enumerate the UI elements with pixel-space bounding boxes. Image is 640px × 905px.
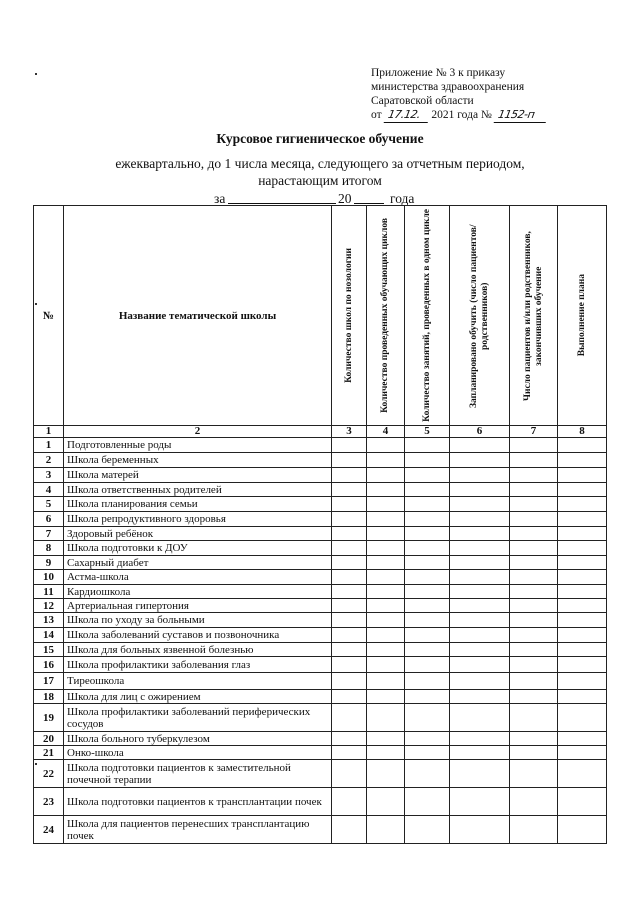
data-cell[interactable] bbox=[367, 732, 405, 746]
data-cell[interactable] bbox=[450, 657, 510, 673]
school-name: Подготовленные роды bbox=[64, 438, 332, 453]
data-cell[interactable] bbox=[510, 816, 558, 844]
data-cell[interactable] bbox=[367, 704, 405, 732]
data-cell[interactable] bbox=[510, 453, 558, 468]
data-cell[interactable] bbox=[332, 483, 367, 497]
data-cell[interactable] bbox=[558, 556, 607, 570]
handwritten-date: 17.12. bbox=[383, 108, 430, 123]
column-number-row bbox=[34, 426, 607, 438]
data-cell[interactable] bbox=[510, 438, 558, 453]
data-cell[interactable] bbox=[510, 690, 558, 704]
data-cell[interactable] bbox=[405, 732, 450, 746]
data-cell[interactable] bbox=[558, 788, 607, 816]
data-cell[interactable] bbox=[367, 512, 405, 527]
row-number: 22 bbox=[34, 760, 64, 788]
data-cell[interactable] bbox=[558, 497, 607, 512]
data-cell[interactable] bbox=[558, 468, 607, 483]
data-cell[interactable] bbox=[405, 527, 450, 541]
data-cell[interactable] bbox=[558, 657, 607, 673]
row-number: 17 bbox=[34, 673, 64, 690]
data-cell[interactable] bbox=[510, 468, 558, 483]
data-cell[interactable] bbox=[510, 788, 558, 816]
table-row bbox=[34, 438, 607, 453]
data-cell[interactable] bbox=[558, 732, 607, 746]
data-cell[interactable] bbox=[332, 704, 367, 732]
data-cell[interactable] bbox=[510, 483, 558, 497]
schools-table bbox=[33, 205, 607, 844]
data-cell[interactable] bbox=[332, 760, 367, 788]
data-cell[interactable] bbox=[367, 788, 405, 816]
data-cell[interactable] bbox=[558, 438, 607, 453]
data-cell[interactable] bbox=[332, 628, 367, 643]
row-number: 13 bbox=[34, 613, 64, 628]
period-blank bbox=[228, 191, 336, 204]
data-cell[interactable] bbox=[558, 704, 607, 732]
period-goda-label: года bbox=[390, 191, 415, 206]
data-cell[interactable] bbox=[332, 438, 367, 453]
table-row bbox=[34, 468, 607, 483]
school-name: Школа для больных язвенной болезнью bbox=[64, 643, 332, 657]
row-number: 10 bbox=[34, 570, 64, 585]
school-name: Артериальная гипертония bbox=[64, 599, 332, 613]
data-cell[interactable] bbox=[558, 746, 607, 760]
data-cell[interactable] bbox=[558, 483, 607, 497]
data-cell[interactable] bbox=[405, 599, 450, 613]
school-name: Школа заболеваний суставов и позвоночника bbox=[64, 628, 332, 643]
school-name: Кардиошкола bbox=[64, 585, 332, 599]
scan-speck bbox=[35, 73, 37, 75]
header-planned-trainees: Запланировано обучить (число пациентов/родственников) bbox=[450, 206, 510, 426]
row-number: 1 bbox=[34, 438, 64, 453]
school-name: Школа подготовки к ДОУ bbox=[64, 541, 332, 556]
data-cell[interactable] bbox=[558, 599, 607, 613]
data-cell[interactable] bbox=[510, 541, 558, 556]
data-cell[interactable] bbox=[405, 438, 450, 453]
data-cell[interactable] bbox=[332, 690, 367, 704]
data-cell[interactable] bbox=[450, 438, 510, 453]
row-number: 24 bbox=[34, 816, 64, 844]
data-cell[interactable] bbox=[332, 527, 367, 541]
table-row bbox=[34, 788, 607, 816]
row-number: 19 bbox=[34, 704, 64, 732]
period-za-label: за bbox=[214, 191, 226, 206]
data-cell[interactable] bbox=[367, 613, 405, 628]
row-number: 9 bbox=[34, 556, 64, 570]
row-number: 8 bbox=[34, 541, 64, 556]
data-cell[interactable] bbox=[332, 643, 367, 657]
data-cell[interactable] bbox=[367, 483, 405, 497]
data-cell[interactable] bbox=[510, 746, 558, 760]
table-row bbox=[34, 453, 607, 468]
data-cell[interactable] bbox=[405, 570, 450, 585]
school-name: Школа беременных bbox=[64, 453, 332, 468]
data-cell[interactable] bbox=[450, 556, 510, 570]
table-row bbox=[34, 512, 607, 527]
appendix-line: Приложение № 3 к приказу bbox=[371, 67, 506, 79]
from-label: от bbox=[371, 109, 382, 121]
data-cell[interactable] bbox=[367, 438, 405, 453]
data-cell[interactable] bbox=[450, 570, 510, 585]
data-cell[interactable] bbox=[450, 497, 510, 512]
data-cell[interactable] bbox=[558, 673, 607, 690]
table-row bbox=[34, 541, 607, 556]
column-number: 4 bbox=[367, 426, 405, 438]
data-cell[interactable] bbox=[367, 760, 405, 788]
school-name: Школа для лиц с ожирением bbox=[64, 690, 332, 704]
data-cell[interactable] bbox=[450, 732, 510, 746]
data-cell[interactable] bbox=[450, 760, 510, 788]
period-year-blank bbox=[354, 191, 384, 204]
school-name: Школа планирования семьи bbox=[64, 497, 332, 512]
row-number: 5 bbox=[34, 497, 64, 512]
data-cell[interactable] bbox=[332, 453, 367, 468]
data-cell[interactable] bbox=[558, 690, 607, 704]
data-cell[interactable] bbox=[510, 497, 558, 512]
data-cell[interactable] bbox=[332, 570, 367, 585]
school-name: Школа подготовки пациентов к заместительной почечной терапии bbox=[64, 760, 332, 788]
data-cell[interactable] bbox=[367, 599, 405, 613]
data-cell[interactable] bbox=[367, 468, 405, 483]
data-cell[interactable] bbox=[510, 570, 558, 585]
data-cell[interactable] bbox=[450, 788, 510, 816]
data-cell[interactable] bbox=[332, 788, 367, 816]
data-cell[interactable] bbox=[558, 570, 607, 585]
header-plan-fulfillment: Выполнение плана bbox=[558, 206, 607, 426]
year-label: 2021 года № bbox=[431, 109, 492, 121]
data-cell[interactable] bbox=[405, 453, 450, 468]
handwritten-number: 1152-п bbox=[493, 108, 548, 123]
data-cell[interactable] bbox=[332, 497, 367, 512]
table-row bbox=[34, 657, 607, 673]
data-cell[interactable] bbox=[405, 760, 450, 788]
data-cell[interactable] bbox=[367, 497, 405, 512]
data-cell[interactable] bbox=[332, 541, 367, 556]
column-number: 7 bbox=[510, 426, 558, 438]
data-cell[interactable] bbox=[450, 816, 510, 844]
row-number: 11 bbox=[34, 585, 64, 599]
column-number: 8 bbox=[558, 426, 607, 438]
table-row bbox=[34, 570, 607, 585]
data-cell[interactable] bbox=[558, 816, 607, 844]
row-number: 15 bbox=[34, 643, 64, 657]
data-cell[interactable] bbox=[450, 585, 510, 599]
data-cell[interactable] bbox=[510, 556, 558, 570]
school-name: Школа репродуктивного здоровья bbox=[64, 512, 332, 527]
data-cell[interactable] bbox=[558, 512, 607, 527]
data-cell[interactable] bbox=[367, 643, 405, 657]
data-cell[interactable] bbox=[450, 643, 510, 657]
column-number: 1 bbox=[34, 426, 64, 438]
data-cell[interactable] bbox=[405, 556, 450, 570]
data-cell[interactable] bbox=[558, 585, 607, 599]
data-cell[interactable] bbox=[450, 599, 510, 613]
document-title: Курсовое гигиеническое обучение bbox=[216, 131, 424, 146]
data-cell[interactable] bbox=[510, 760, 558, 788]
header-schools-count: Количество школ по нозологии bbox=[332, 206, 367, 426]
data-cell[interactable] bbox=[450, 746, 510, 760]
table-row bbox=[34, 585, 607, 599]
data-cell[interactable] bbox=[450, 541, 510, 556]
school-name: Школа для пациентов перенесших трансплантацию почек bbox=[64, 816, 332, 844]
table-row bbox=[34, 556, 607, 570]
row-number: 2 bbox=[34, 453, 64, 468]
table-row bbox=[34, 690, 607, 704]
school-name: Школа матерей bbox=[64, 468, 332, 483]
data-cell[interactable] bbox=[510, 657, 558, 673]
data-cell[interactable] bbox=[367, 746, 405, 760]
data-cell[interactable] bbox=[558, 628, 607, 643]
row-number: 23 bbox=[34, 788, 64, 816]
row-number: 21 bbox=[34, 746, 64, 760]
data-cell[interactable] bbox=[332, 657, 367, 673]
data-cell[interactable] bbox=[558, 643, 607, 657]
data-cell[interactable] bbox=[450, 628, 510, 643]
school-name: Школа по уходу за больными bbox=[64, 613, 332, 628]
data-cell[interactable] bbox=[405, 816, 450, 844]
data-cell[interactable] bbox=[558, 760, 607, 788]
data-cell[interactable] bbox=[332, 746, 367, 760]
data-cell[interactable] bbox=[332, 613, 367, 628]
data-cell[interactable] bbox=[450, 483, 510, 497]
data-cell[interactable] bbox=[450, 613, 510, 628]
column-number: 2 bbox=[64, 426, 332, 438]
data-cell[interactable] bbox=[405, 585, 450, 599]
data-cell[interactable] bbox=[367, 570, 405, 585]
data-cell[interactable] bbox=[367, 690, 405, 704]
school-name: Школа профилактики заболевания глаз bbox=[64, 657, 332, 673]
data-cell[interactable] bbox=[405, 643, 450, 657]
data-cell[interactable] bbox=[367, 657, 405, 673]
appendix-line: министерства здравоохранения bbox=[371, 81, 525, 93]
data-cell[interactable] bbox=[332, 732, 367, 746]
data-cell[interactable] bbox=[332, 673, 367, 690]
table-row bbox=[34, 628, 607, 643]
data-cell[interactable] bbox=[510, 613, 558, 628]
data-cell[interactable] bbox=[332, 512, 367, 527]
row-number: 12 bbox=[34, 599, 64, 613]
data-cell[interactable] bbox=[510, 643, 558, 657]
column-number: 3 bbox=[332, 426, 367, 438]
school-name: Школа ответственных родителей bbox=[64, 483, 332, 497]
row-number: 7 bbox=[34, 527, 64, 541]
table-row bbox=[34, 613, 607, 628]
header-school-name: Название тематической школы bbox=[64, 206, 332, 426]
table-row bbox=[34, 527, 607, 541]
row-number: 20 bbox=[34, 732, 64, 746]
data-cell[interactable] bbox=[450, 690, 510, 704]
data-cell[interactable] bbox=[405, 628, 450, 643]
data-cell[interactable] bbox=[510, 527, 558, 541]
data-cell[interactable] bbox=[367, 541, 405, 556]
header-cycles-count: Количество проведенных обучающих циклов bbox=[367, 206, 405, 426]
table-row bbox=[34, 483, 607, 497]
data-cell[interactable] bbox=[332, 468, 367, 483]
data-cell[interactable] bbox=[558, 527, 607, 541]
header-number: № bbox=[34, 206, 64, 426]
table-row bbox=[34, 643, 607, 657]
header-lessons-per-cycle: Количество занятий, проведенных в одном цикле bbox=[405, 206, 450, 426]
subtitle-line: ежеквартально, до 1 числа месяца, следующего за отчетным периодом, bbox=[115, 156, 525, 171]
data-cell[interactable] bbox=[558, 613, 607, 628]
school-name: Сахарный диабет bbox=[64, 556, 332, 570]
row-number: 16 bbox=[34, 657, 64, 673]
data-cell[interactable] bbox=[450, 704, 510, 732]
data-cell[interactable] bbox=[405, 657, 450, 673]
header-completed-trainees: Число пациентов и/или родственников, закончивших обучение bbox=[510, 206, 558, 426]
data-cell[interactable] bbox=[367, 673, 405, 690]
data-cell[interactable] bbox=[558, 541, 607, 556]
data-cell[interactable] bbox=[450, 527, 510, 541]
data-cell[interactable] bbox=[367, 628, 405, 643]
data-cell[interactable] bbox=[332, 585, 367, 599]
subtitle-line: нарастающим итогом bbox=[258, 173, 382, 188]
appendix-date-line bbox=[371, 108, 547, 123]
data-cell[interactable] bbox=[367, 556, 405, 570]
data-cell[interactable] bbox=[558, 453, 607, 468]
data-cell[interactable] bbox=[405, 613, 450, 628]
data-cell[interactable] bbox=[450, 468, 510, 483]
table-row bbox=[34, 497, 607, 512]
data-cell[interactable] bbox=[405, 690, 450, 704]
school-name: Тиреошкола bbox=[64, 673, 332, 690]
data-cell[interactable] bbox=[450, 453, 510, 468]
row-number: 14 bbox=[34, 628, 64, 643]
data-cell[interactable] bbox=[510, 732, 558, 746]
data-cell[interactable] bbox=[405, 704, 450, 732]
appendix-block bbox=[371, 66, 547, 123]
data-cell[interactable] bbox=[510, 599, 558, 613]
data-cell[interactable] bbox=[510, 512, 558, 527]
data-cell[interactable] bbox=[367, 453, 405, 468]
row-number: 6 bbox=[34, 512, 64, 527]
data-cell[interactable] bbox=[405, 746, 450, 760]
data-cell[interactable] bbox=[332, 816, 367, 844]
data-cell[interactable] bbox=[367, 816, 405, 844]
row-number: 4 bbox=[34, 483, 64, 497]
data-cell[interactable] bbox=[332, 599, 367, 613]
data-cell[interactable] bbox=[510, 628, 558, 643]
school-name: Школа больного туберкулезом bbox=[64, 732, 332, 746]
school-name: Школа профилактики заболеваний периферических сосудов bbox=[64, 704, 332, 732]
column-number: 5 bbox=[405, 426, 450, 438]
school-name: Здоровый ребёнок bbox=[64, 527, 332, 541]
data-cell[interactable] bbox=[332, 556, 367, 570]
data-cell[interactable] bbox=[510, 673, 558, 690]
table-row bbox=[34, 816, 607, 844]
data-cell[interactable] bbox=[450, 512, 510, 527]
data-cell[interactable] bbox=[405, 497, 450, 512]
table-row bbox=[34, 746, 607, 760]
data-cell[interactable] bbox=[367, 527, 405, 541]
data-cell[interactable] bbox=[510, 704, 558, 732]
data-cell[interactable] bbox=[367, 585, 405, 599]
data-cell[interactable] bbox=[405, 483, 450, 497]
row-number: 18 bbox=[34, 690, 64, 704]
school-name: Школа подготовки пациентов к трансплантации почек bbox=[64, 788, 332, 816]
data-cell[interactable] bbox=[405, 541, 450, 556]
appendix-line: Саратовской области bbox=[371, 95, 474, 107]
table-row bbox=[34, 704, 607, 732]
data-cell[interactable] bbox=[405, 673, 450, 690]
data-cell[interactable] bbox=[510, 585, 558, 599]
table-row bbox=[34, 599, 607, 613]
table-row bbox=[34, 732, 607, 746]
table-row bbox=[34, 673, 607, 690]
data-cell[interactable] bbox=[405, 468, 450, 483]
data-cell[interactable] bbox=[405, 512, 450, 527]
column-number: 6 bbox=[450, 426, 510, 438]
data-cell[interactable] bbox=[450, 673, 510, 690]
period-century: 20 bbox=[338, 191, 352, 206]
table-row bbox=[34, 760, 607, 788]
school-name: Астма-школа bbox=[64, 570, 332, 585]
data-cell[interactable] bbox=[405, 788, 450, 816]
school-name: Онко-школа bbox=[64, 746, 332, 760]
row-number: 3 bbox=[34, 468, 64, 483]
